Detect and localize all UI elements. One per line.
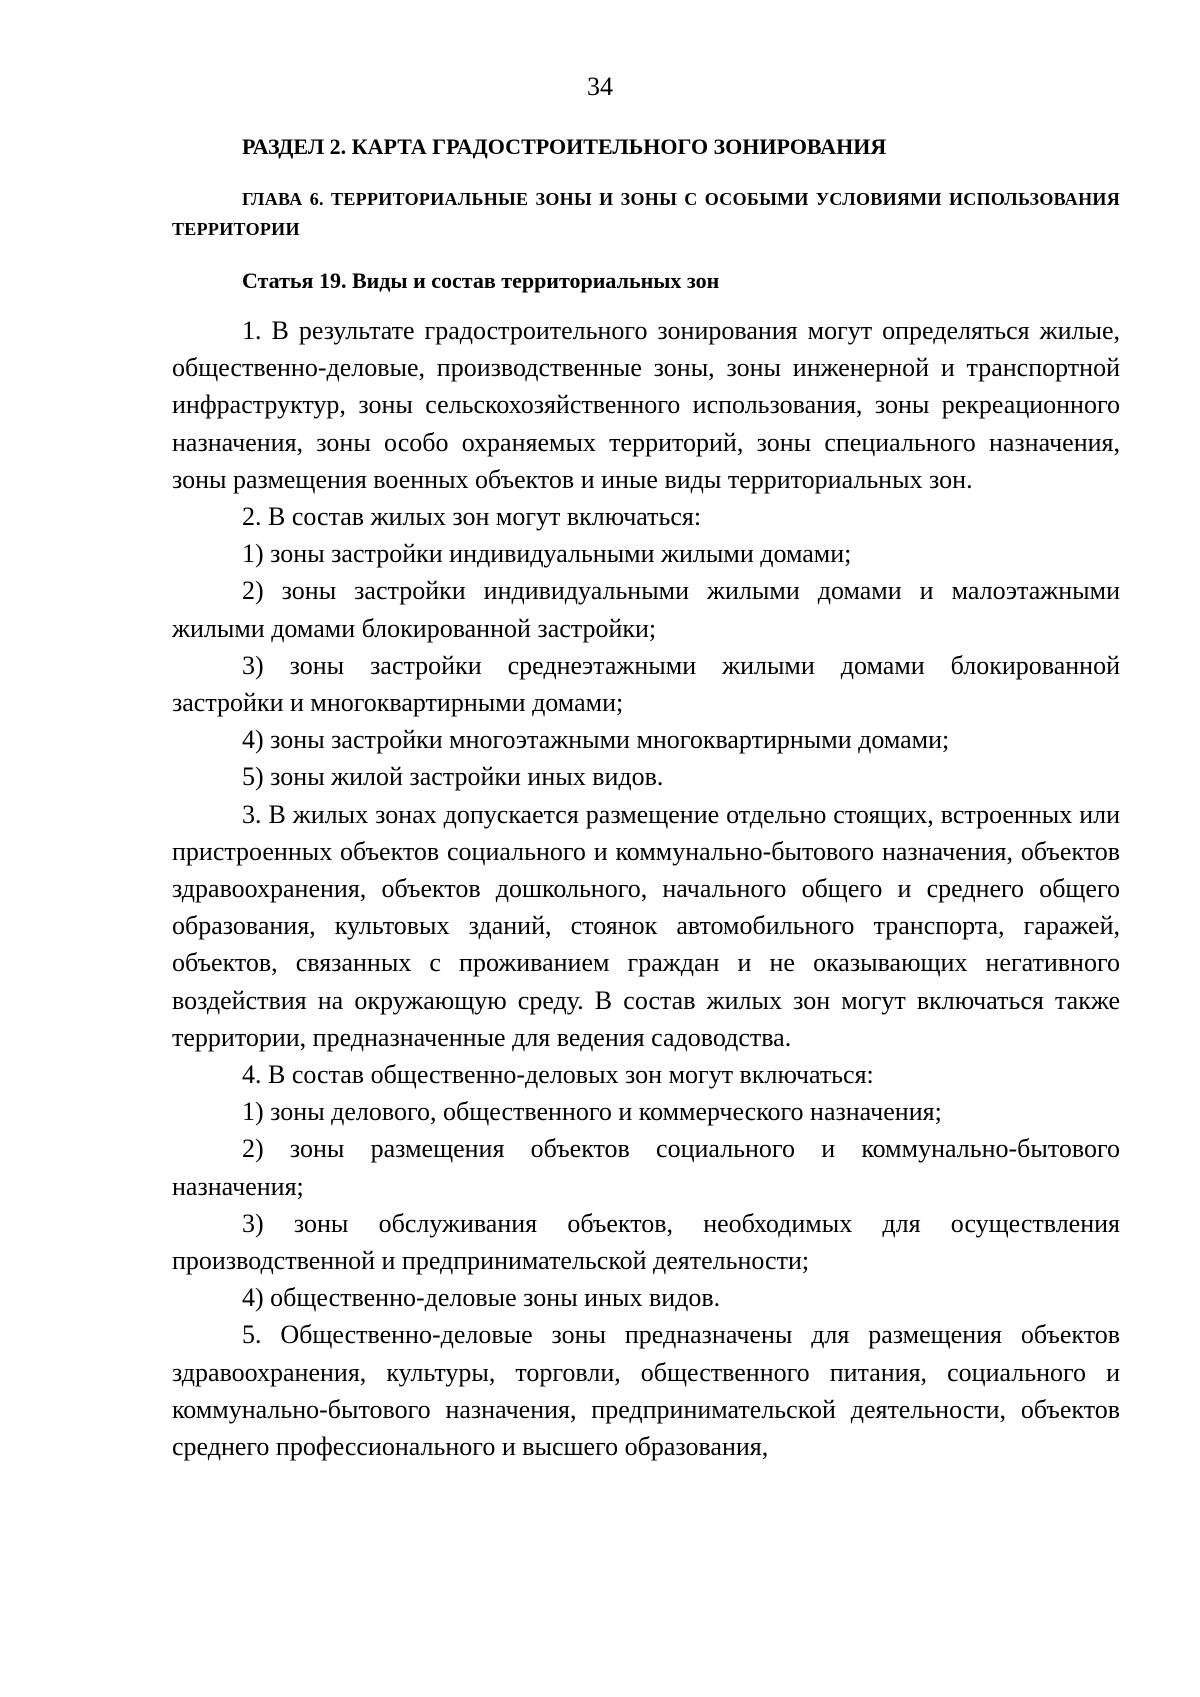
paragraph: 5. Общественно-деловые зоны предназначены для размещения объектов здравоохранения, культуры, торговли, общественного питания, социального и коммунально-бытового назначения, предпринимательской деятельности, объектов среднего профессионального и высшего образования,: [172, 1320, 1120, 1462]
list-item: 4) общественно-деловые зоны иных видов.: [242, 1283, 721, 1313]
list-item: 5) зоны жилой застройки иных видов.: [242, 762, 664, 792]
paragraph: 2. В состав жилых зон могут включаться:: [242, 502, 702, 532]
document-body: [172, 132, 1120, 1465]
section-title: РАЗДЕЛ 2. КАРТА ГРАДОСТРОИТЕЛЬНОГО ЗОНИРОВАНИЯ: [242, 134, 887, 159]
list-item: 1) зоны застройки индивидуальными жилыми домами;: [242, 539, 852, 569]
list-item: 2) зоны размещения объектов социального и коммунально-бытового назначения;: [172, 1134, 1120, 1201]
paragraph: 4. В состав общественно-деловых зон могут включаться:: [242, 1060, 874, 1090]
paragraph: 3. В жилых зонах допускается размещение отдельно стоящих, встроенных или пристроенных объектов социального и коммунально-бытового назначения, объектов здравоохранения, объектов дошкольного, начального общего и среднего общего образования, культовых зданий, стоянок автомобильного транспорта, гаражей, объектов, связанных с проживанием граждан и не оказывающих негативного воздействия на окружающую среду. В состав жилых зон могут включаться также территории, предназначенные для ведения садоводства.: [172, 799, 1120, 1052]
chapter-title: ГЛАВА 6. ТЕРРИТОРИАЛЬНЫЕ ЗОНЫ И ЗОНЫ С ОСОБЫМИ УСЛОВИЯМИ ИСПОЛЬЗОВАНИЯ ТЕРРИТОРИИ: [172, 189, 1120, 239]
page-number: 34: [587, 72, 613, 101]
list-item: 2) зоны застройки индивидуальными жилыми домами и малоэтажными жилыми домами блокированной застройки;: [172, 576, 1120, 643]
article-title: Статья 19. Виды и состав территориальных зон: [242, 268, 720, 293]
list-item: 1) зоны делового, общественного и коммерческого назначения;: [242, 1097, 942, 1127]
paragraph: 1. В результате градостроительного зонирования могут определяться жилые, общественно-деловые, производственные зоны, зоны инженерной и транспортной инфраструктур, зоны сельскохозяйственного использования, зоны рекреационного назначения, зоны особо охраняемых территорий, зоны специального назначения, зоны размещения военных объектов и иные виды территориальных зон.: [172, 316, 1120, 494]
list-item: 4) зоны застройки многоэтажными многоквартирными домами;: [242, 725, 950, 755]
list-item: 3) зоны застройки среднеэтажными жилыми домами блокированной застройки и многоквартирными домами;: [172, 650, 1120, 718]
list-item: 3) зоны обслуживания объектов, необходимых для осуществления производственной и предпринимательской деятельности;: [172, 1208, 1120, 1276]
